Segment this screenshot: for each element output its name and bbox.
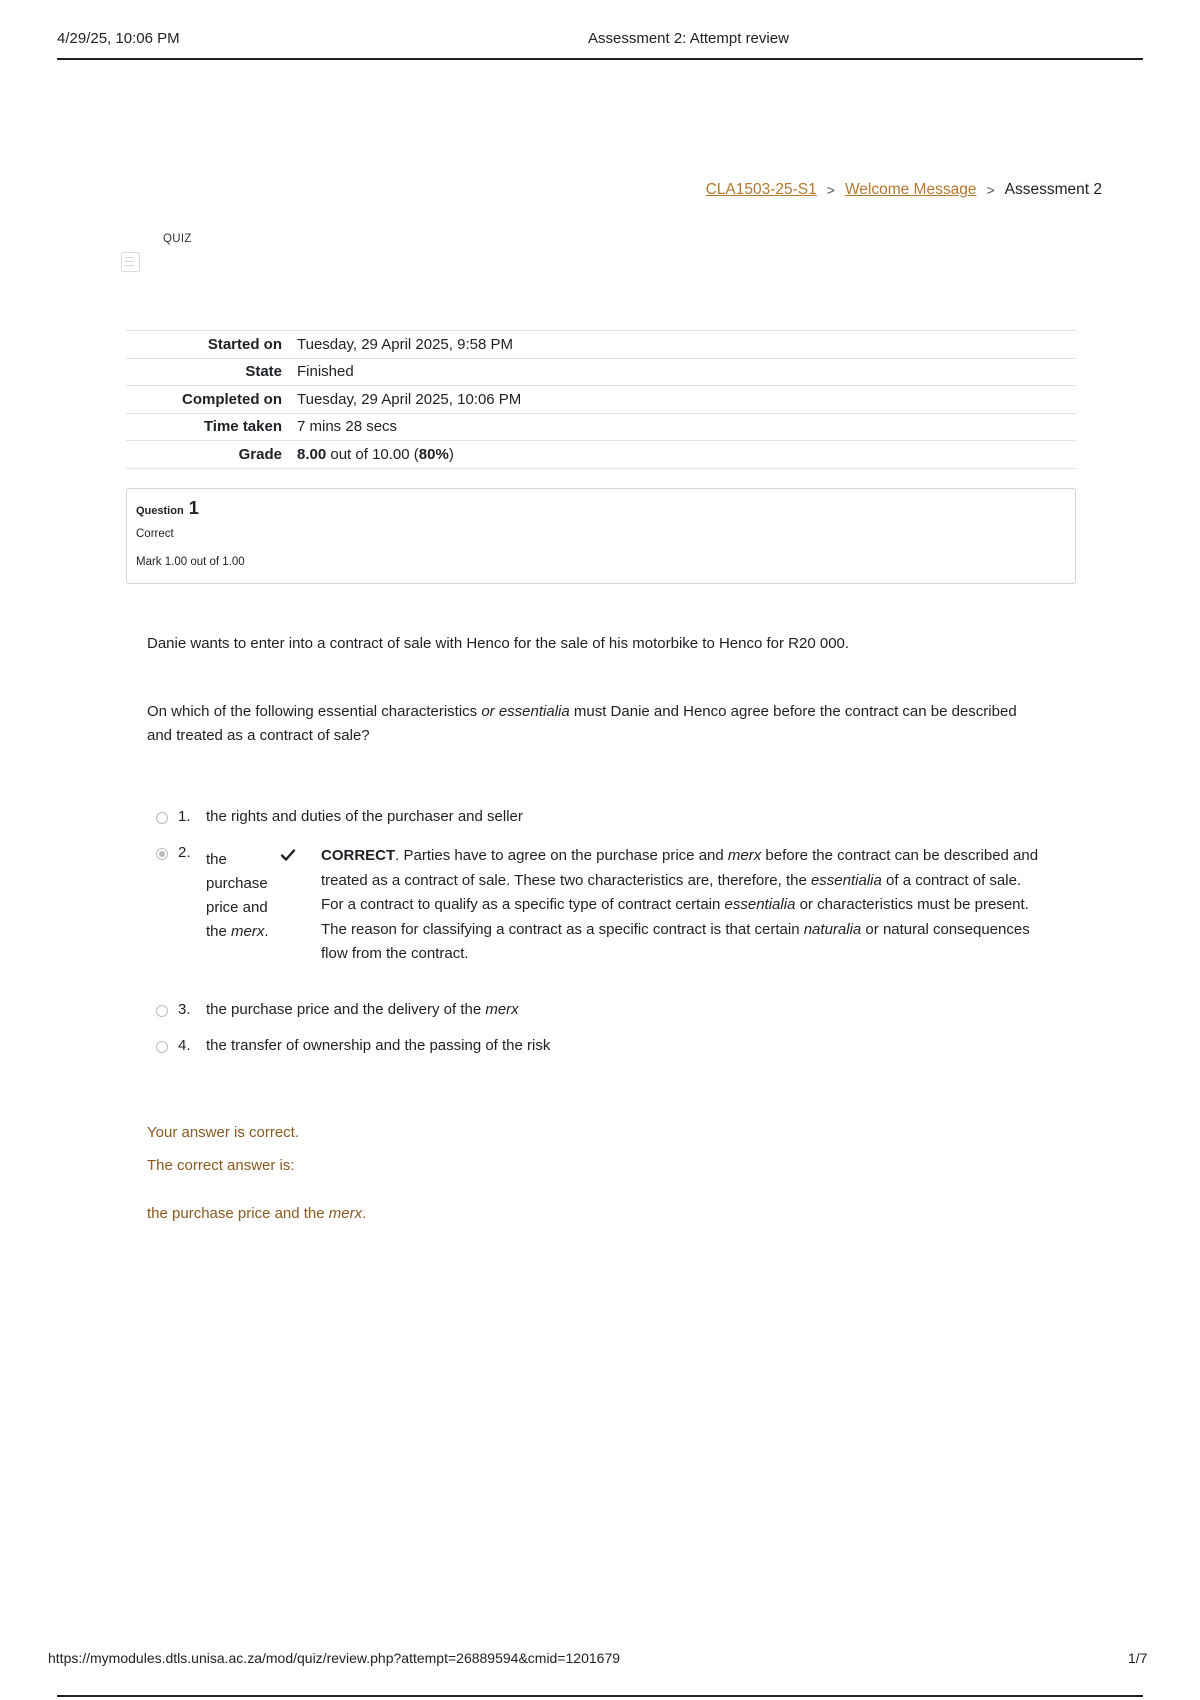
summary-label: Completed on <box>182 390 282 408</box>
breadcrumb <box>706 181 1102 199</box>
print-header <box>57 28 1143 60</box>
summary-row <box>126 358 1076 386</box>
outcome-correct-text: Your answer is correct. <box>147 1124 300 1141</box>
option-number: 1. <box>178 808 191 825</box>
grade-out-of: out of 10.00 ( <box>326 445 419 463</box>
breadcrumb-welcome-link[interactable]: Welcome Message <box>844 181 977 198</box>
activity-type-label: QUIZ <box>163 233 192 245</box>
radio-button-selected[interactable] <box>156 848 168 860</box>
summary-value: Finished <box>297 363 354 381</box>
option-text <box>206 1001 519 1018</box>
summary-label: Time taken <box>203 418 282 436</box>
feedback-strong: CORRECT <box>321 847 396 864</box>
feedback-part: or natural consequences flow from the contract. <box>321 920 1030 962</box>
option-text: the transfer of ownership and the passing of the risk <box>206 1037 551 1054</box>
option-number: 4. <box>178 1037 191 1054</box>
feedback-italic: naturalia <box>803 920 862 938</box>
grade-close: ) <box>448 445 454 463</box>
feedback-part: before the contract can be described and treated as a contract of sale. These two characteristics are, therefore, the <box>321 847 1039 889</box>
summary-label: State <box>245 363 282 381</box>
radio-button[interactable] <box>156 1005 168 1017</box>
option-number: 2. <box>178 844 191 861</box>
question-number-value: 1 <box>188 498 199 518</box>
print-title: Assessment 2: Attempt review <box>588 30 789 47</box>
feedback-italic: essentialia <box>724 896 796 913</box>
grade-value <box>297 441 1076 469</box>
answer-option-1[interactable] <box>156 808 523 825</box>
quiz-icon <box>121 252 140 272</box>
option-text-italic: merx <box>231 923 265 940</box>
prompt-part: On which of the following essential characteristics <box>147 703 482 720</box>
breadcrumb-course-link[interactable]: CLA1503-25-S1 <box>705 181 817 198</box>
option-text-part: the purchase price and the <box>206 851 268 940</box>
summary-value: 7 mins 28 secs <box>297 418 398 436</box>
summary-value: Tuesday, 29 April 2025, 10:06 PM <box>297 390 522 408</box>
question-number <box>136 498 199 519</box>
question-label: Question <box>136 505 184 517</box>
grade-score: 8.00 <box>297 445 327 463</box>
option-text-part: . <box>264 923 269 940</box>
print-footer-page: 1/7 <box>1128 1650 1148 1666</box>
question-info-box <box>126 488 1076 584</box>
summary-row <box>126 413 1076 441</box>
correct-answer-part: the purchase price and the <box>147 1205 329 1222</box>
question-text-scenario: Danie wants to enter into a contract of sale with Henco for the sale of his motorbike to Henco for R20 000. <box>147 635 850 652</box>
attempt-summary-table <box>126 330 1076 469</box>
print-date: 4/29/25, 10:06 PM <box>57 30 180 47</box>
correct-answer-label: The correct answer is: <box>147 1157 295 1174</box>
summary-row <box>126 386 1076 414</box>
summary-row <box>126 331 1076 359</box>
breadcrumb-current: Assessment 2 <box>1004 181 1102 198</box>
prompt-italic: or essentialia <box>481 703 570 720</box>
question-text-prompt <box>147 700 1027 748</box>
correct-answer-value <box>147 1205 366 1222</box>
feedback-italic: essentialia <box>810 871 882 889</box>
chevron-right-icon: > <box>986 182 995 198</box>
radio-button[interactable] <box>156 1041 168 1053</box>
summary-row <box>126 441 1076 469</box>
question-state: Correct <box>136 528 174 540</box>
check-icon <box>279 846 297 864</box>
prompt-part: must Danie and Henco agree before the contract can be described and treated as a contract of sale? <box>147 703 1017 744</box>
feedback-part: of a contract of sale. For a contract to qualify as a specific type of contract certain <box>321 871 1022 913</box>
feedback-part: or characteristics must be present. The reason for classifying a contract as a specific contract is that certain <box>321 896 1029 938</box>
radio-button[interactable] <box>156 812 168 824</box>
answer-option-3[interactable] <box>156 1001 519 1018</box>
answer-option-2[interactable] <box>156 844 1041 967</box>
correct-answer-italic: merx <box>328 1205 363 1222</box>
question-mark: Mark 1.00 out of 1.00 <box>136 556 245 568</box>
option-text-italic: merx <box>485 1001 519 1018</box>
option-feedback <box>321 844 1041 967</box>
option-text: the rights and duties of the purchaser and seller <box>206 808 523 825</box>
option-text-part: the purchase price and the delivery of the <box>206 1001 486 1018</box>
summary-label: Started on <box>207 335 282 353</box>
answer-option-4[interactable] <box>156 1037 550 1054</box>
correct-answer-part: . <box>362 1205 367 1222</box>
summary-value: Tuesday, 29 April 2025, 9:58 PM <box>297 335 513 353</box>
option-number: 3. <box>178 1001 191 1018</box>
feedback-part: . Parties have to agree on the purchase price and <box>395 847 728 864</box>
chevron-right-icon: > <box>826 182 835 198</box>
option-text <box>206 848 272 944</box>
summary-label: Grade <box>238 445 282 463</box>
grade-percent: 80% <box>418 445 449 463</box>
print-footer-rule <box>57 1695 1143 1697</box>
feedback-italic: merx <box>727 847 762 864</box>
print-footer-url: https://mymodules.dtls.unisa.ac.za/mod/quiz/review.php?attempt=26889594&cmid=1201679 <box>48 1650 621 1666</box>
